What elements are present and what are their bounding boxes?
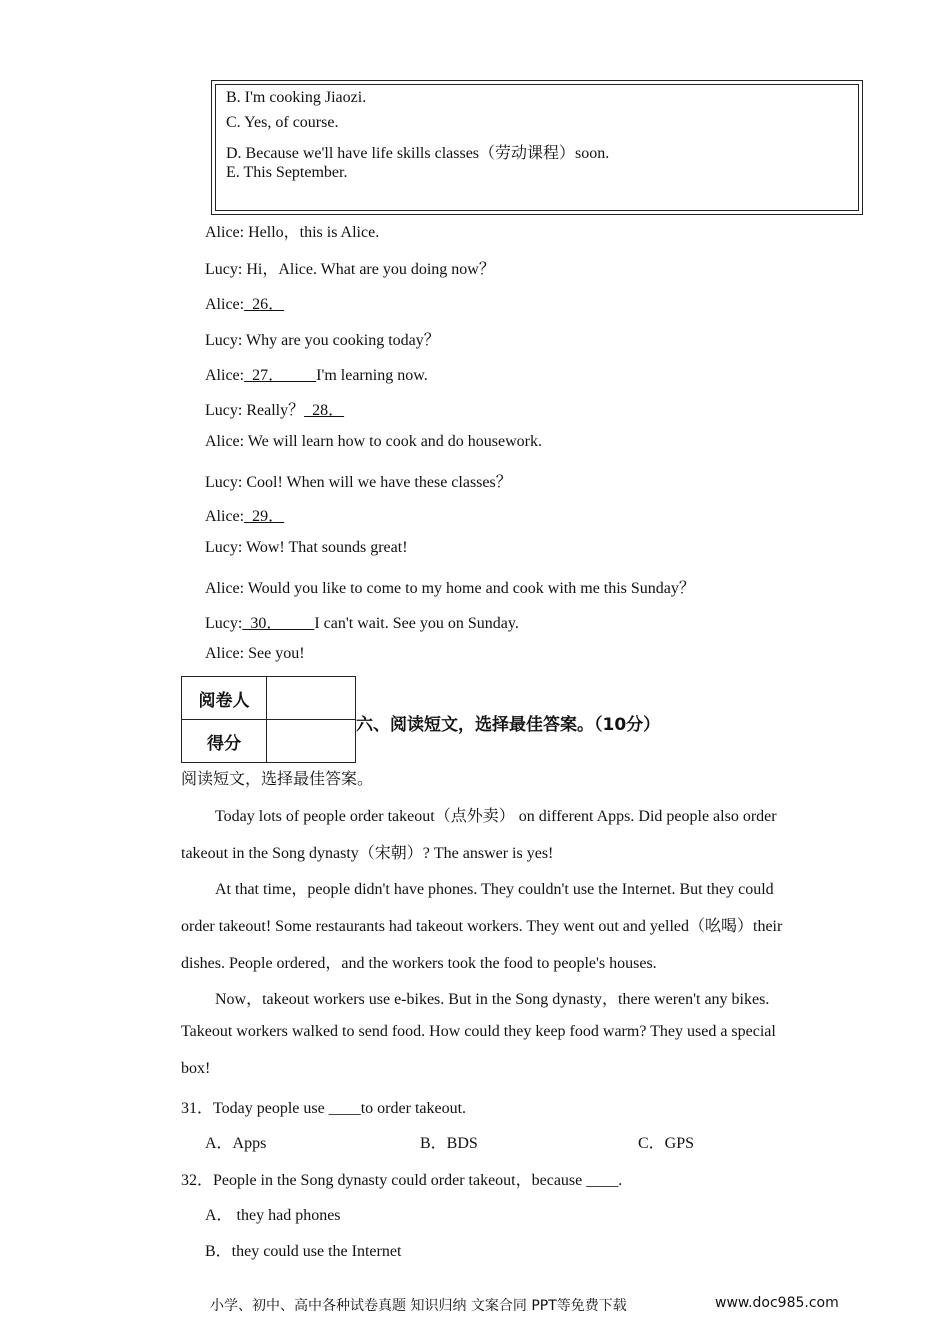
options-box xyxy=(211,80,863,215)
passage-line-5: dishes. People ordered，and the workers took the food to people's houses. xyxy=(181,955,657,972)
q32-option-b[interactable]: B．they could use the Internet xyxy=(205,1243,402,1260)
dialogue-line-13: Alice: See you! xyxy=(205,645,305,662)
blank-30: 30． xyxy=(242,615,315,632)
section-instruction: 阅读短文，选择最佳答案。 xyxy=(181,771,374,788)
passage-line-2: takeout in the Song dynasty（宋朝）? The answer is yes! xyxy=(181,845,554,862)
reviewer-label: 阅卷人 xyxy=(182,677,267,720)
speaker-alice: Alice: xyxy=(205,296,245,313)
section-title: 六、阅读短文，选择最佳答案。（10分） xyxy=(356,715,661,735)
speaker-lucy: Lucy: Really？ xyxy=(205,402,305,419)
passage-line-1: Today lots of people order takeout（点外卖） on different Apps. Did people also order xyxy=(215,808,777,825)
dialogue-text: I'm learning now. xyxy=(316,367,428,384)
footer-text: 小学、初中、高中各种试卷真题 知识归纳 文案合同 PPT等免费下载 xyxy=(210,1298,627,1314)
dialogue-line-3 xyxy=(205,291,284,314)
passage-line-8: box! xyxy=(181,1060,211,1077)
score-table xyxy=(181,676,356,763)
blank-26: 26． xyxy=(244,296,285,313)
option-c: C. Yes, of course. xyxy=(226,114,339,131)
dialogue-line-4: Lucy: Why are you cooking today？ xyxy=(205,332,440,349)
score-cell[interactable] xyxy=(267,720,356,763)
option-b: B. I'm cooking Jiaozi. xyxy=(226,89,367,106)
question-31: 31．Today people use ____to order takeout. xyxy=(181,1100,467,1117)
dialogue-line-6 xyxy=(205,397,344,420)
passage-line-6: Now，takeout workers use e-bikes. But in the Song dynasty，there weren't any bikes. xyxy=(215,991,770,1008)
question-32: 32．People in the Song dynasty could order takeout，because ____. xyxy=(181,1172,623,1189)
dialogue-line-9 xyxy=(205,503,284,526)
dialogue-line-11: Alice: Would you like to come to my home and cook with me this Sunday？ xyxy=(205,580,695,597)
blank-28: 28． xyxy=(304,402,345,419)
passage-line-4: order takeout! Some restaurants had takeout workers. They went out and yelled（吆喝）their xyxy=(181,918,783,935)
footer-url[interactable]: www.doc985.com xyxy=(715,1295,839,1311)
q31-option-a[interactable]: A．Apps xyxy=(205,1135,267,1152)
option-d: D. Because we'll have life skills classes（劳动课程）soon. xyxy=(226,145,610,162)
passage-line-3: At that time，people didn't have phones. They couldn't use the Internet. But they could xyxy=(215,881,774,898)
q31-option-b[interactable]: B．BDS xyxy=(420,1135,478,1152)
score-label: 得分 xyxy=(182,720,267,763)
dialogue-line-12 xyxy=(205,610,519,633)
blank-27: 27． xyxy=(244,367,317,384)
option-e: E. This September. xyxy=(226,164,348,181)
dialogue-line-5 xyxy=(205,362,428,385)
speaker-alice: Alice: xyxy=(205,367,245,384)
dialogue-line-2: Lucy: Hi，Alice. What are you doing now？ xyxy=(205,261,495,278)
reviewer-cell[interactable] xyxy=(267,677,356,720)
speaker-alice: Alice: xyxy=(205,508,245,525)
blank-29: 29． xyxy=(244,508,285,525)
q31-option-c[interactable]: C．GPS xyxy=(638,1135,695,1152)
passage-line-7: Takeout workers walked to send food. How could they keep food warm? They used a special xyxy=(181,1023,776,1040)
dialogue-line-8: Lucy: Cool! When will we have these classes？ xyxy=(205,474,512,491)
dialogue-text: I can't wait. See you on Sunday. xyxy=(314,615,519,632)
dialogue-line-7: Alice: We will learn how to cook and do housework. xyxy=(205,433,543,450)
dialogue-line-1: Alice: Hello，this is Alice. xyxy=(205,224,380,241)
q32-option-a[interactable]: A． they had phones xyxy=(205,1207,341,1224)
dialogue-line-10: Lucy: Wow! That sounds great! xyxy=(205,539,408,556)
speaker-lucy: Lucy: xyxy=(205,615,243,632)
